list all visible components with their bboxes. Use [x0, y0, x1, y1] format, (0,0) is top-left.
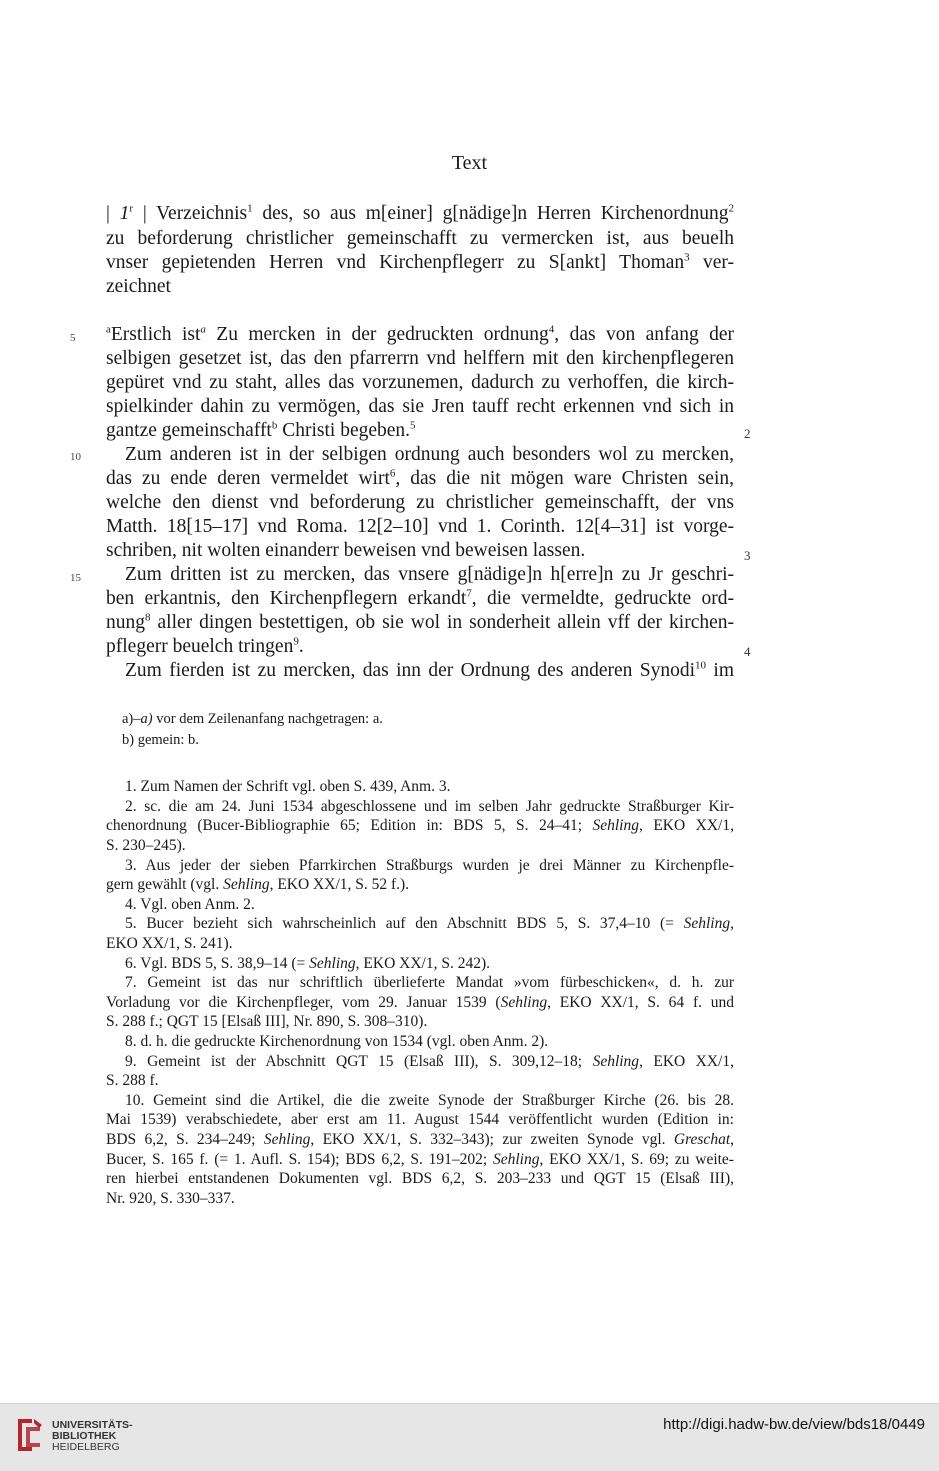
heading-line-2: zu beforderung christlicher gemeinschafft zu vermercken ist, aus beuelh	[106, 228, 734, 249]
para2-line-3: welche den dienst vnd beforderung zu christlicher gemeinschafft, der vns	[106, 492, 734, 513]
footnote-7-line-2: Vorladung vor die Kirchenpfleger, vom 29. Januar 1539 (Sehling, EKO XX/1, S. 64 f. und	[106, 994, 734, 1011]
para1-line-1: $^a$Erstlich ist$^a$ Zu mercken in der gedruckten ordnung$^4$, das von anfang der	[106, 323, 734, 345]
page-title: Text	[451, 152, 488, 174]
footnote-9-line-2: S. 288 f.	[106, 1072, 159, 1089]
para1-line-2: selbigen gesetzet ist, das den pfarrerrn vnd helffern mit den kirchenpflegeren	[106, 348, 734, 369]
apparatus-b: b) gemein: b.	[122, 732, 199, 748]
margin-number-3: 3	[744, 548, 751, 563]
margin-number-2: 2	[744, 426, 751, 441]
line-number-5: 5	[70, 332, 76, 344]
logo-line-1: UNIVERSITÄTS-	[52, 1419, 133, 1431]
footnote-6: 6. Vgl. BDS 5, S. 38,9–14 (= Sehling, EKO XX/1, S. 242).	[125, 955, 490, 972]
footnote-2-line-3: S. 230–245).	[106, 837, 186, 854]
para2-line-5: schriben, nit wolten einanderr beweisen vnd beweisen lassen.	[106, 540, 586, 561]
footnote-10-line-4: Bucer, S. 165 f. (= 1. Aufl. S. 154); BDS 6,2, S. 191–202; Sehling, EKO XX/1, S. 69; zu weite-	[106, 1151, 734, 1168]
logo-line-3: HEIDELBERG	[52, 1441, 120, 1453]
footer-bar	[0, 1403, 939, 1471]
footnote-10-line-2: Mai 1539) verabschiedete, aber erst am 11. August 1544 veröffentlicht wurden (Edition in:	[106, 1111, 734, 1128]
para1-line-5: gantze gemeinschafft$^b$ Christi begeben.$^5$	[106, 419, 416, 441]
para3-line-3: nung$^8$ aller dingen bestettigen, ob sie wol in sonderheit allein vff der kirchen-	[106, 611, 734, 633]
footnote-8: 8. d. h. die gedruckte Kirchenordnung von 1534 (vgl. oben Anm. 2).	[125, 1033, 549, 1050]
line-number-10: 10	[70, 451, 81, 463]
footnote-10-line-3: BDS 6,2, S. 234–249; Sehling, EKO XX/1, S. 332–343); zur zweiten Synode vgl. Greschat,	[106, 1131, 734, 1148]
footnote-5-line-1: 5. Bucer bezieht sich wahrscheinlich auf den Abschnitt BDS 5, S. 37,4–10 (= Sehling,	[125, 915, 734, 932]
library-logo-icon	[12, 1415, 46, 1455]
footnote-1: 1. Zum Namen der Schrift vgl. oben S. 439, Anm. 3.	[125, 778, 451, 795]
footnote-3-line-2: gern gewählt (vgl. Sehling, EKO XX/1, S. 52 f.).	[106, 876, 410, 893]
apparatus-a: a)–a) vor dem Zeilenanfang nachgetragen: a.	[122, 711, 383, 727]
para3-line-4: pflegerr beuelch tringen$^9$.	[106, 635, 304, 657]
footnote-4: 4. Vgl. oben Anm. 2.	[125, 896, 255, 913]
footnote-10-line-5: ren hierbei entstandenen Dokumenten vgl. BDS 6,2, S. 203–233 und QGT 15 (Elsaß III),	[106, 1170, 734, 1187]
para2-line-2: das zu ende deren vermeldet wirt$^6$, das die nit mögen ware Christen sein,	[106, 467, 734, 489]
heading-line-1: | 1$^r$ | Verzeichnis$^1$ des, so aus m[einer] g[nädige]n Herren Kirchenordnung$^2$	[106, 202, 734, 224]
footnote-5-line-2: EKO XX/1, S. 241).	[106, 935, 233, 952]
para2-line-1: Zum anderen ist in der selbigen ordnung auch besonders wol zu mercken,	[125, 444, 734, 465]
footnote-9-line-1: 9. Gemeint ist der Abschnitt QGT 15 (Elsaß III), S. 309,12–18; Sehling, EKO XX/1,	[125, 1053, 734, 1070]
footnote-2-line-2: chenordnung (Bucer-Bibliographie 65; Edition in: BDS 5, S. 24–41; Sehling, EKO XX/1,	[106, 817, 734, 834]
footnote-10-line-1: 10. Gemeint sind die Artikel, die die zweite Synode der Straßburger Kirche (26. bis 28.	[125, 1092, 734, 1109]
footnote-7-line-1: 7. Gemeint ist das nur schriftlich überlieferte Mandat »vom fürbeschicken«, d. h. zur	[125, 974, 734, 991]
heading-line-3: vnser gepietenden Herren vnd Kirchenpflegerr zu S[ankt] Thoman$^3$ ver-	[106, 251, 734, 273]
para3-line-1: Zum dritten ist zu mercken, das vnsere g[nädige]n h[erre]n zu Jr geschri-	[125, 564, 734, 585]
footnote-3-line-1: 3. Aus jeder der sieben Pfarrkirchen Straßburgs wurden je drei Männer zu Kirchenpfle-	[125, 857, 734, 874]
para3-line-2: ben erkantnis, den Kirchenpflegern erkandt$^7$, die vermeldte, gedruckte ord-	[106, 587, 734, 609]
logo-line-2: BIBLIOTHEK	[52, 1430, 117, 1442]
margin-number-4: 4	[744, 644, 751, 659]
footnote-10-line-6: Nr. 920, S. 330–337.	[106, 1190, 235, 1207]
para2-line-4: Matth. 18[15–17] vnd Roma. 12[2–10] vnd 1. Corinth. 12[4–31] ist vorge-	[106, 516, 734, 537]
heading-line-4: zeichnet	[106, 276, 171, 297]
para1-line-4: spielkinder dahin zu vermögen, das sie Jren tauff recht erkennen vnd sich in	[106, 396, 734, 417]
para1-line-3: gepüret vnd zu staht, alles das vorzunemen, dadurch zu verhoffen, die kirch-	[106, 372, 734, 393]
footnote-7-line-3: S. 288 f.; QGT 15 [Elsaß III], Nr. 890, S. 308–310).	[106, 1013, 428, 1030]
para4-line-1: Zum fierden ist zu mercken, das inn der Ordnung des anderen Synodi$^{10}$ im	[125, 659, 734, 681]
line-number-15: 15	[70, 572, 81, 584]
footnote-2-line-1: 2. sc. die am 24. Juni 1534 abgeschlossene und im selben Jahr gedruckte Straßburger Kir-	[125, 798, 734, 815]
page-url-link[interactable]: http://digi.hadw-bw.de/view/bds18/0449	[663, 1416, 925, 1433]
